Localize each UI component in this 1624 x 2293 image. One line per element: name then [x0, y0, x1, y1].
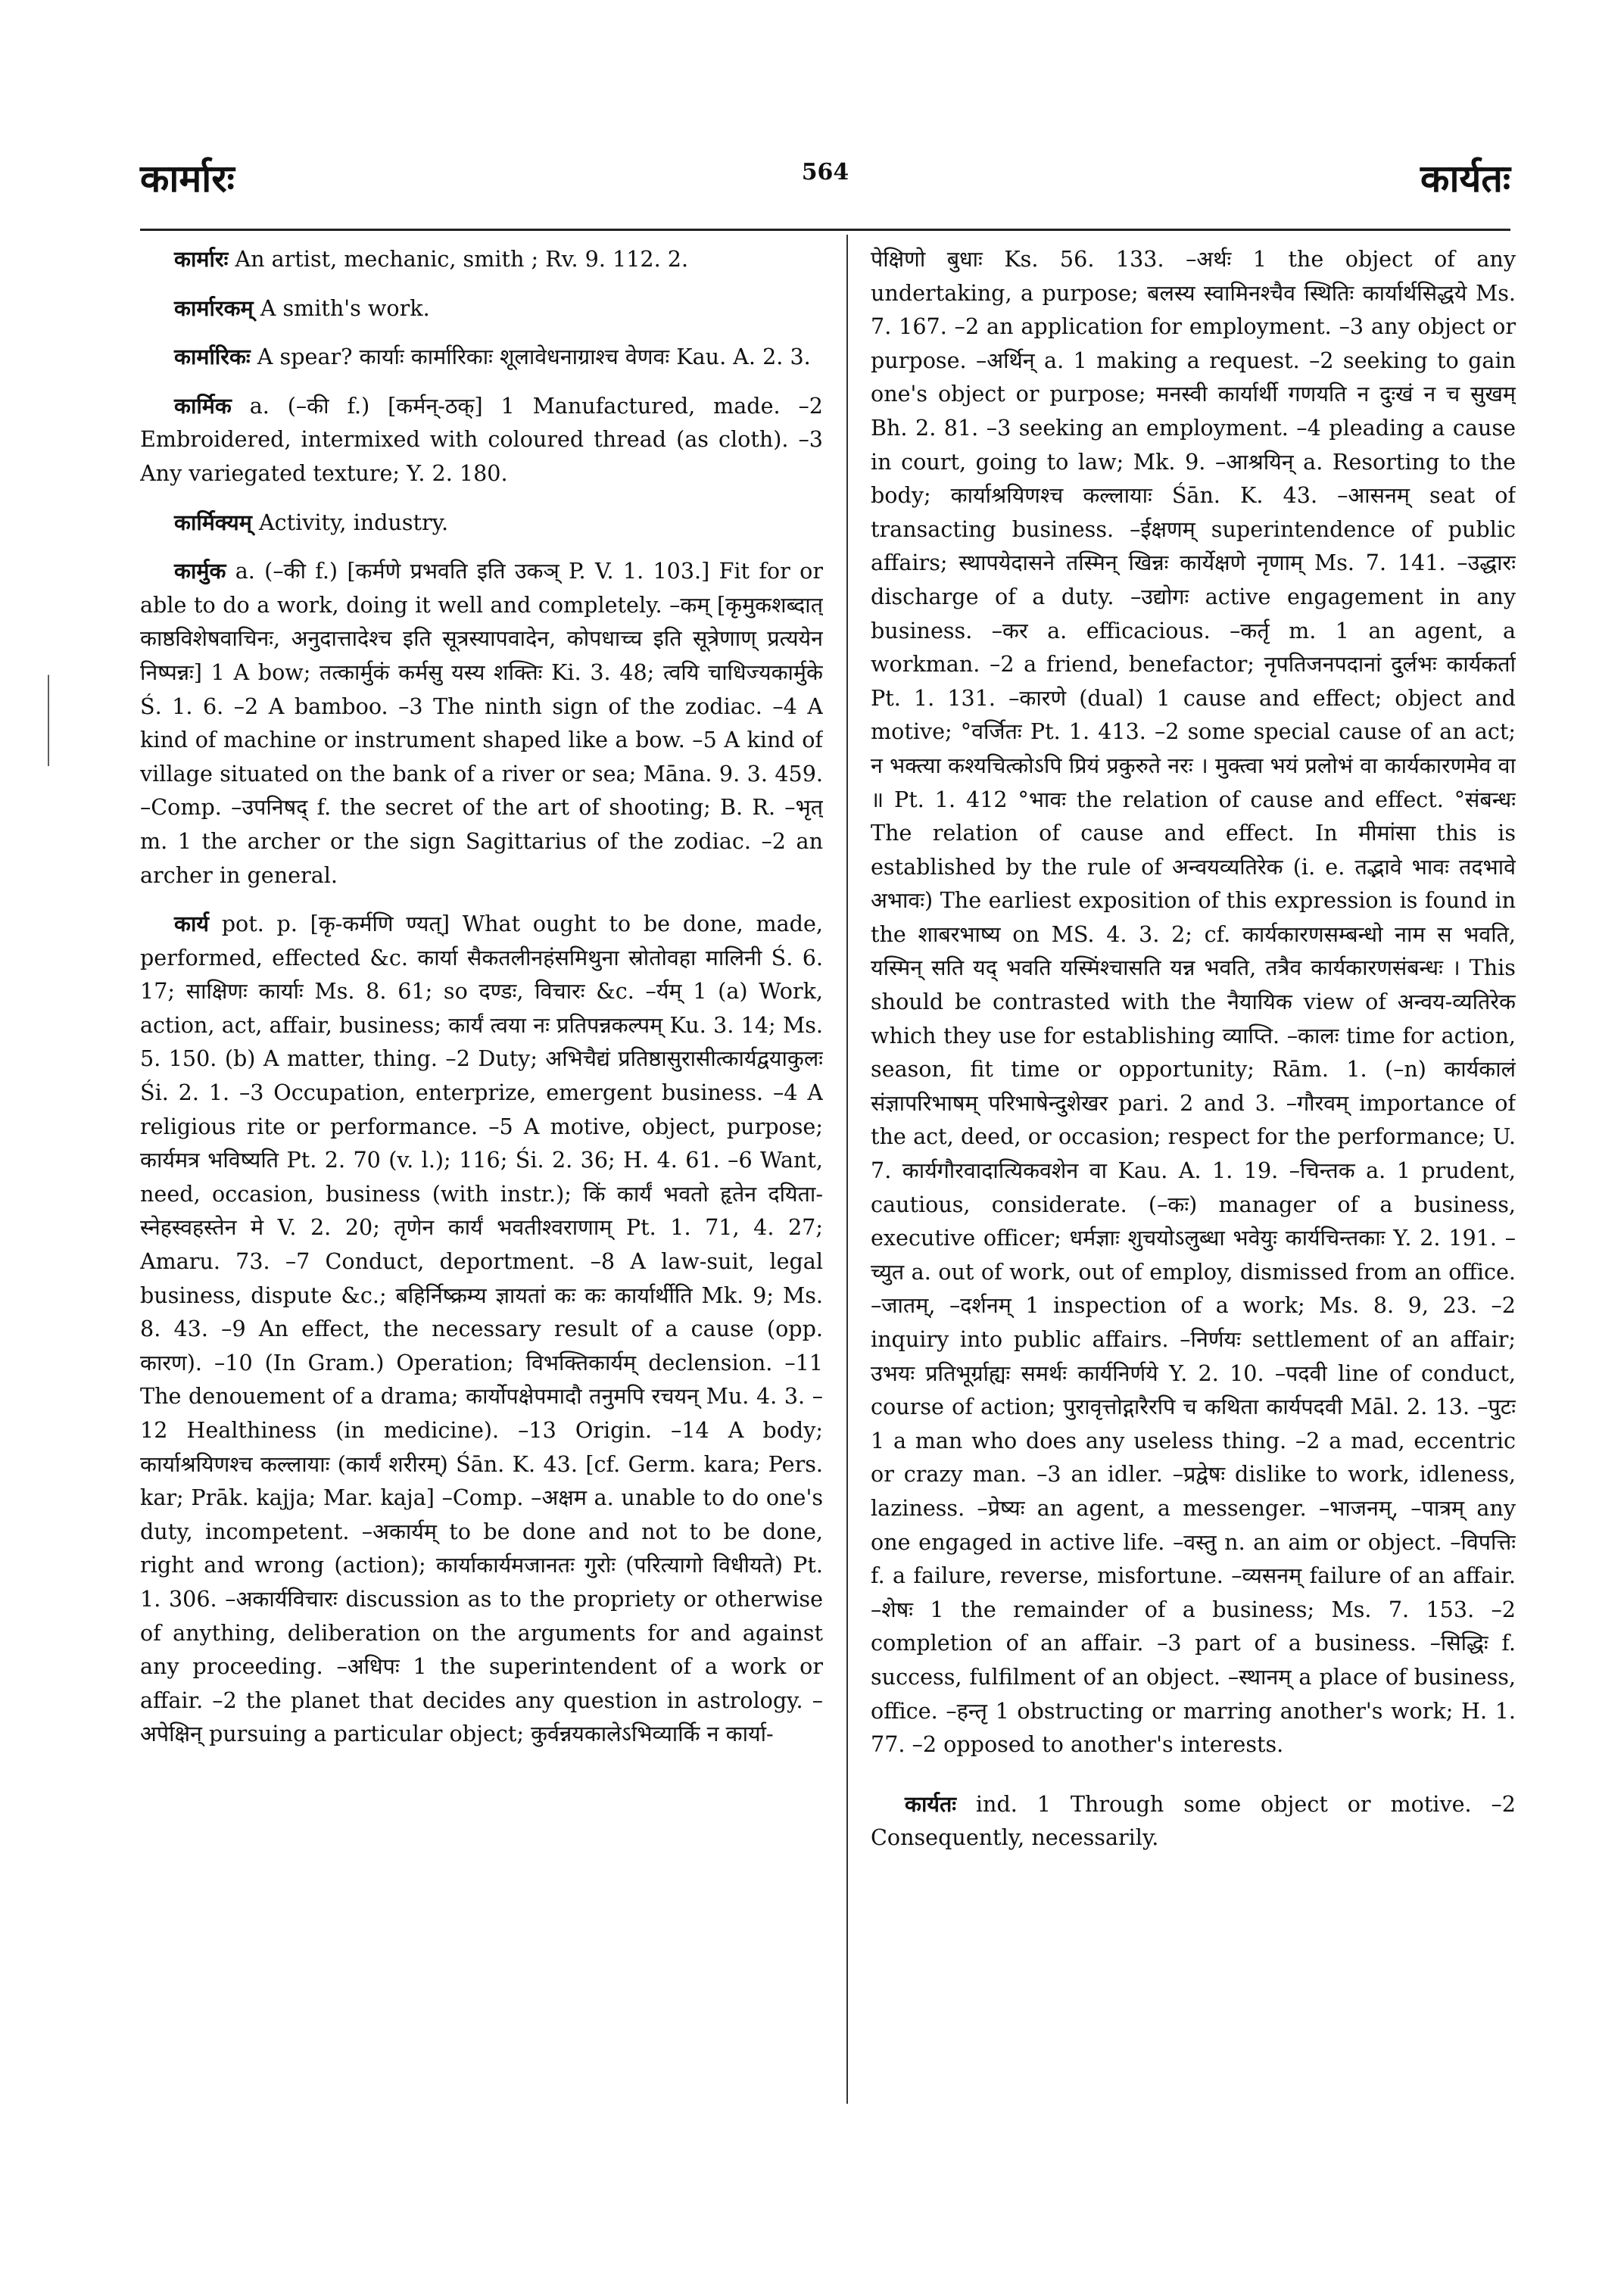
column-divider — [846, 235, 848, 2104]
entry-text: pot. p. [कृ-कर्मणि ण्यत्] What ought to be done, made, performed, effected &c. कार्या सैकतलीनहंसमिथुना स्रोतोवहा मालिनी Ś. 6. 17; साक्षिणः कार्याः Ms. 8. 61; so दण्डः, विचारः &c. –र्यम् 1 (a) Work, action, act, affair, business; कार्यं त्वया नः प्रतिपन्नकल्पम् Ku. 3. 14; Ms. 5. 150. (b) A matter, thing. –2 Duty; अभिचैद्यं प्रतिष्ठासुरासीत्कार्यद्वयाकुलः Śi. 2. 1. –3 Occupation, enterprize, emergent business. –4 A religious rite or performance. –5 A motive, object, purpose; कार्यमत्र भविष्यति Pt. 2. 70 (v. l.); 116; Śi. 2. 36; H. 4. 61. –6 Want, need, occasion, business (with instr.); किं कार्यं भवतो हृतेन दयिता-स्नेहस्वहस्तेन मे V. 2. 20; तृणेन कार्यं भवतीश्वराणाम् Pt. 1. 71, 4. 27; Amaru. 73. –7 Conduct, deportment. –8 A law-suit, legal business, dispute &c.; बहिर्निष्क्रम्य ज्ञायतां कः कः कार्यार्थीति Mk. 9; Ms. 8. 43. –9 An effect, the necessary result of a cause (opp. कारण). –10 (In Gram.) Operation; विभक्तिकार्यम् declension. –11 The denouement of a drama; कार्योपक्षेपमादौ तनुमपि रचयन् Mu. 4. 3. –12 Healthiness (in medicine). –13 Origin. –14 A body; कार्याश्रयिणश्च कल्लायाः (कार्यं शरीरम्) Śān. K. 43. [cf. Germ. kara; Pers. kar; Prāk. kajja; Mar. kaja] –Comp. –अक्षम a. unable to do one's duty, incompetent. –अकार्यम् to be done and not to be done, right and wrong (action); कार्याकार्यमजानतः गुरोः (परित्यागो विधीयते) Pt. 1. 306. –अकार्यविचारः discussion as to the propriety or otherwise of anything, deliberation on the arguments for and against any proceeding. –अधिपः 1 the superintendent of a work or affair. –2 the planet that decides any question in astrology. –अपेक्षिन् pursuing a particular object; कुर्वन्नयकालेऽभिव्यार्कि न कार्या- — [140, 911, 823, 1747]
dictionary-entry — [140, 291, 823, 326]
page-number: 564 — [801, 159, 849, 185]
entry-headword: कार्य — [174, 911, 209, 937]
right-column — [871, 242, 1516, 2105]
dictionary-entry — [140, 506, 823, 540]
dictionary-entry-continued — [871, 242, 1516, 1762]
dictionary-entry — [140, 242, 823, 276]
header-rule — [140, 229, 1510, 231]
running-head — [140, 151, 1510, 212]
entry-headword: कार्मुक — [174, 558, 226, 584]
running-head-right: कार्यतः — [1420, 156, 1510, 201]
dictionary-entry — [140, 389, 823, 491]
entry-text: Activity, industry. — [251, 509, 449, 535]
margin-mark: | | | | | | — [44, 672, 54, 766]
entry-headword: कार्मारिकः — [174, 344, 251, 370]
dictionary-entry — [140, 554, 823, 892]
dictionary-entry — [871, 1787, 1516, 1855]
entry-headword: कार्मारः — [174, 246, 229, 272]
dictionary-entry — [140, 907, 823, 1751]
entry-headword: कार्यतः — [905, 1790, 957, 1817]
entry-text: a. (–की f.) [कर्मणे प्रभवति इति उकञ् P. V. 1. 103.] Fit for or able to do a work, doing it well and completely. –कम् [कृमुकशब्दात् काष्ठविशेषवाचिनः, अनुदात्तादेश्च इति सूत्रस्यापवादेन, कोपधाच्च इति सूत्रेणाण् प्रत्ययेन निष्पन्नः] 1 A bow; तत्कार्मुकं कर्मसु यस्य शक्तिः Ki. 3. 48; त्वयि चाधिज्यकार्मुके Ś. 1. 6. –2 A bamboo. –3 The ninth sign of the zodiac. –4 A kind of machine or instrument shaped like a bow. –5 A kind of village situated on the bank of a river or sea; Māna. 9. 3. 459. –Comp. –उपनिषद् f. the secret of the art of shooting; B. R. –भृत् m. 1 the archer or the sign Sagittarius of the zodiac. –2 an archer in general. — [140, 558, 823, 888]
entry-text: ind. 1 Through some object or motive. –2 Consequently, necessarily. — [871, 1790, 1516, 1851]
entry-text: A smith's work. — [253, 294, 430, 321]
entry-text: A spear? कार्याः कार्मारिकाः शूलावेधनाग्राश्च वेणवः Kau. A. 2. 3. — [250, 344, 811, 370]
entry-text: a. (–की f.) [कर्मन्-ठक्] 1 Manufactured, made. –2 Embroidered, intermixed with coloured thread (as cloth). –3 Any variegated texture; Y. 2. 180. — [140, 392, 823, 486]
dictionary-entry — [140, 340, 823, 374]
running-head-left: कार्मारः — [140, 156, 235, 201]
entry-text: पेक्षिणो बुधाः Ks. 56. 133. –अर्थः 1 the object of any undertaking, a purpose; बलस्य स्वामिनश्चैव स्थितिः कार्यार्थसिद्धये Ms. 7. 167. –2 an application for employment. –3 any object or purpose. –अर्थिन् a. 1 making a request. –2 seeking to gain one's object or purpose; मनस्वी कार्यार्थी गणयति न दुःखं न च सुखम् Bh. 2. 81. –3 seeking an employment. –4 pleading a cause in court, going to law; Mk. 9. –आश्रयिन् a. Resorting to the body; कार्याश्रयिणश्च कल्लायाः Śān. K. 43. –आसनम् seat of transacting business. –ईक्षणम् superintendence of public affairs; स्थापयेदासने तस्मिन् खिन्नः कार्येक्षणे नृणाम् Ms. 7. 141. –उद्धारः discharge of a duty. –उद्योगः active engagement in any business. –कर a. efficacious. –कर्तृ m. 1 an agent, a workman. –2 a friend, benefactor; नृपतिजनपदानां दुर्लभः कार्यकर्ता Pt. 1. 131. –कारणे (dual) 1 cause and effect; object and motive; °वर्जितः Pt. 1. 413. –2 some special cause of an act; न भक्त्या कश्यचित्कोऽपि प्रियं प्रकुरुते नरः । मुक्त्वा भयं प्रलोभं वा कार्यकारणमेव वा ॥ Pt. 1. 412 °भावः the relation of cause and effect. °संबन्धः The relation of cause and effect. In मीमांसा this is established by the rule of अन्वयव्यतिरेक (i. e. तद्भावे भावः तदभावे अभावः) The earliest exposition of this expression is found in the शाबरभाष्य on MS. 4. 3. 2; cf. कार्यकारणसम्बन्धो नाम स भवति, यस्मिन् सति यद् भवति यस्मिंश्चासति यन्न भवति, तत्रैव कार्यकारणसंबन्धः । This should be contrasted with the नैयायिक view of अन्वय-व्यतिरेक which they use for establishing व्याप्ति. –कालः time for action, season, fit time or opportunity; Rām. 1. (–n) कार्यकालं संज्ञापरिभाषम् परिभाषेन्दुशेखर pari. 2 and 3. –गौरवम् importance of the act, deed, or occasion; respect for the performance; U. 7. कार्यगौरवादात्यिकवशेन वा Kau. A. 1. 19. –चिन्तक a. 1 prudent, cautious, considerate. (–कः) manager of a business, executive officer; धर्मज्ञाः शुचयोऽलुब्धा भवेयुः कार्यचिन्तकाः Y. 2. 191. –च्युत a. out of work, out of employ, dismissed from an office. –जातम्, –दर्शनम् 1 inspection of a work; Ms. 8. 9, 23. –2 inquiry into public affairs. –निर्णयः settlement of an affair; उभयः प्रतिभूर्ग्राह्यः समर्थः कार्यनिर्णये Y. 2. 10. –पदवी line of conduct, course of action; पुरावृत्तोद्गारैरपि च कथिता कार्यपदवी Māl. 2. 13. –पुटः 1 a man who does any useless thing. –2 a mad, eccentric or crazy man. –3 an idler. –प्रद्वेषः dislike to work, idleness, laziness. –प्रेष्यः an agent, a messenger. –भाजनम्, –पात्रम् any one engaged in active life. –वस्तु n. an aim or object. –विपत्तिः f. a failure, reverse, misfortune. –व्यसनम् failure of an affair. –शेषः 1 the remainder of a business; Ms. 7. 153. –2 completion of an affair. –3 part of a business. –सिद्धिः f. success, fulfilment of an object. –स्थानम् a place of business, office. –हन्तृ 1 obstructing or marring another's work; H. 1. 77. –2 opposed to another's interests. — [871, 246, 1516, 1758]
entry-text: An artist, mechanic, smith ; Rv. 9. 112. 2. — [228, 246, 689, 272]
entry-headword: कार्मिक्यम् — [174, 509, 252, 535]
entry-headword: कार्मिक — [174, 392, 232, 419]
entry-headword: कार्मारकम् — [174, 294, 254, 321]
left-column — [140, 242, 823, 2105]
